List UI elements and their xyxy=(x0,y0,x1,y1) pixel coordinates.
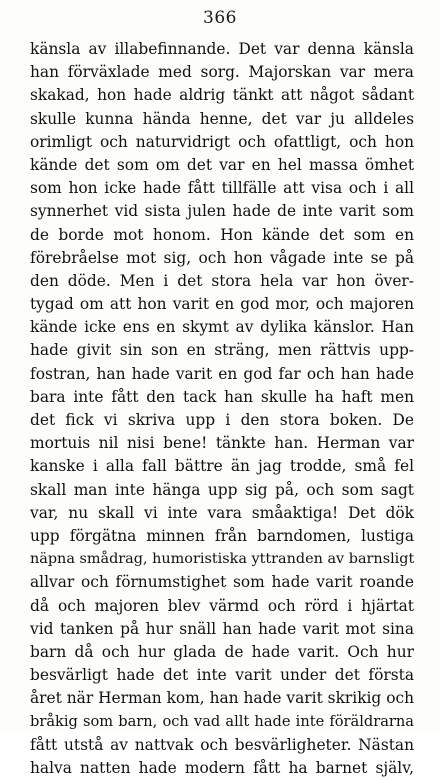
text-line: kände icke ens en skymt av dylika känslor. Han xyxy=(30,318,414,337)
text-line: upp förgätna minnen från barndomen, lustiga xyxy=(30,526,414,545)
text-line: kände det som om det var en hel massa ömhet xyxy=(30,155,414,174)
text-line: barn då och hur glada de hade varit. Och hur xyxy=(30,642,414,661)
body-text xyxy=(30,38,414,780)
text-line: näpna smådrag, humoristiska yttranden av barnsligt xyxy=(30,551,415,568)
text-line: känsla av illabefinnande. Det var denna känsla xyxy=(30,40,414,58)
text-line: han förväxlade med sorg. Majorskan var mera xyxy=(30,63,414,82)
text-line: besvärligt hade det inte varit under det första xyxy=(30,666,414,685)
text-line: bråkig som barn, och vad allt hade inte föräldrarna xyxy=(30,713,414,731)
text-line: skall man inte hänga upp sig på, och som sagt xyxy=(30,480,414,499)
text-line: allvar och förnumstighet som hade varit roande xyxy=(30,573,414,592)
text-line: synnerhet vid sista julen hade de inte varit som xyxy=(30,202,414,221)
text-line: då och majoren blev värmd och rörd i hjärtat xyxy=(30,596,414,615)
text-line: året när Herman kom, han hade varit skrikig och xyxy=(30,689,414,708)
text-line: mortuis nil nisi bene! tänkte han. Herman var xyxy=(30,434,414,453)
text-line: de borde mot honom. Hon kände det som en xyxy=(30,225,414,244)
text-line: skulle kunna hända henne, det var ju alldeles xyxy=(30,109,414,128)
text-line: fostran, han hade varit en god far och han hade xyxy=(30,364,414,383)
text-line: var, nu skall vi inte vara småaktiga! Det dök xyxy=(30,503,414,522)
text-line: tygad om att hon varit en god mor, och majoren xyxy=(30,295,414,314)
text-line: det fick vi skriva upp i den stora boken. De xyxy=(30,411,414,429)
text-line: hade givit sin son en sträng, men rättvis upp- xyxy=(30,341,414,360)
text-line: den döde. Men i det stora hela var hon över- xyxy=(30,271,414,290)
text-line: förebråelse mot sig, och hon vågade inte se på xyxy=(30,248,414,267)
text-line: vid tanken på hur snäll han hade varit mot sina xyxy=(30,619,414,638)
text-line: bara inte fått den tack han skulle ha haft men xyxy=(30,387,414,406)
text-line: orimligt och naturvidrigt och ofattligt, och hon xyxy=(30,132,414,151)
text-line: som hon icke hade fått tillfälle att visa och i all xyxy=(30,179,414,198)
text-line: kanske i alla fall bättre än jag trodde, små fel xyxy=(30,457,414,476)
text-line: halva natten hade modern fått ha barnet själv, xyxy=(30,758,414,777)
text-line: fått utstå av nattvak och besvärligheter. Nästan xyxy=(30,735,414,754)
text-line: skakad, hon hade aldrig tänkt att något sådant xyxy=(30,86,414,105)
page-number: 366 xyxy=(203,8,237,28)
